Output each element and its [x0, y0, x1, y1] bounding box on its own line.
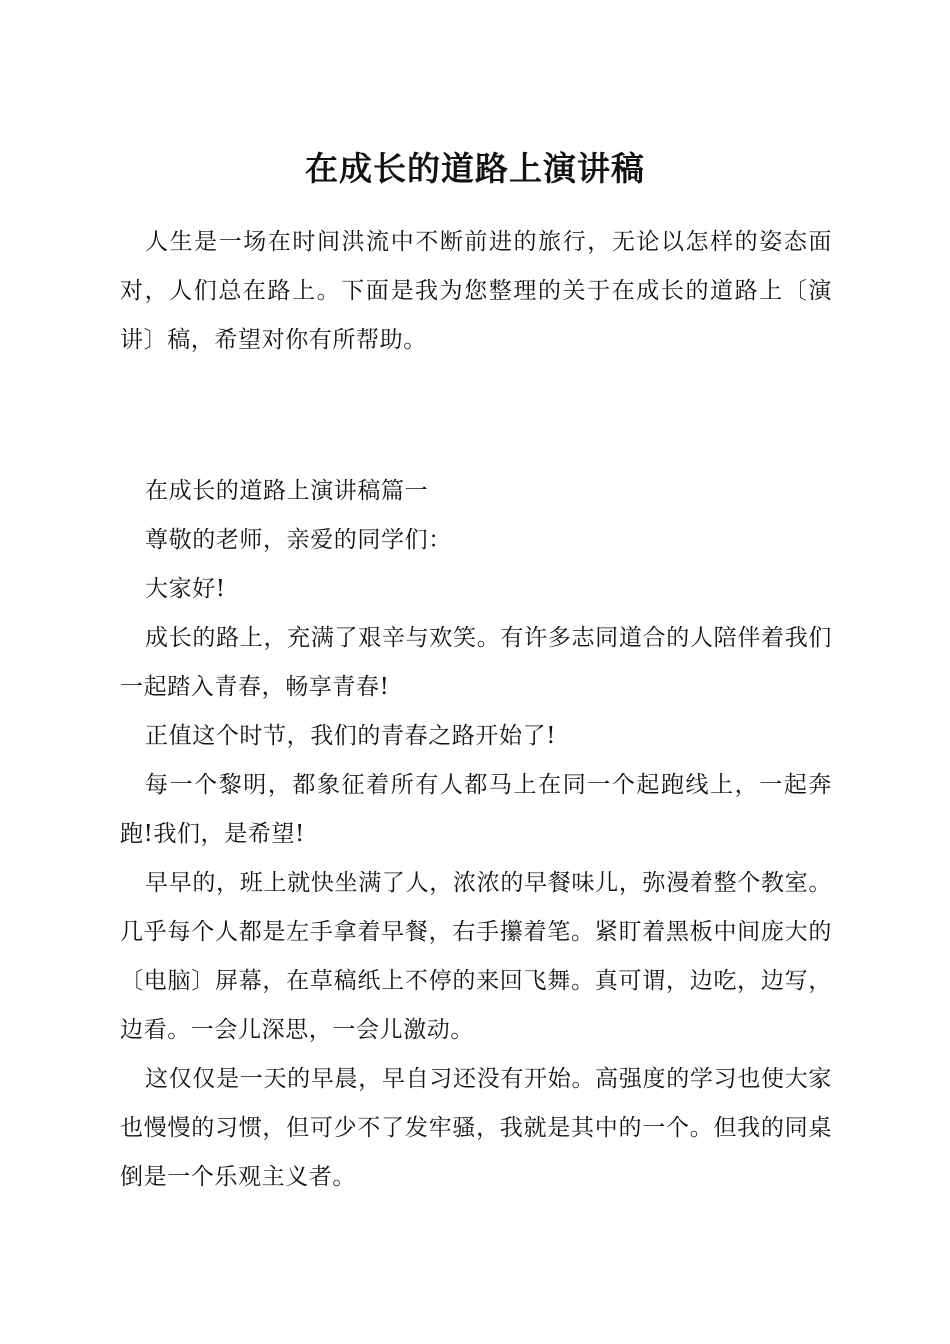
intro-paragraph: 人生是一场在时间洪流中不断前进的旅行，无论以怎样的姿态面对，人们总在路上。下面是我为您整理的关于在成长的道路上〔演讲〕稿，希望对你有所帮助。: [120, 229, 832, 353]
body-paragraph: 正值这个时节，我们的青春之路开始了!: [145, 723, 557, 749]
body-paragraph: 这仅仅是一天的早晨，早自习还没有开始。高强度的学习也使大家也慢慢的习惯，但可少不了发牢骚，我就是其中的一个。但我的同桌倒是一个乐观主义者。: [120, 1066, 832, 1190]
body-paragraph: 早早的，班上就快坐满了人，浓浓的早餐味儿，弥漫着整个教室。几乎每个人都是左手拿着早餐，右手攥着笔。紧盯着黑板中间庞大的〔电脑〕屏幕，在草稿纸上不停的来回飞舞。真可谓，边吃，边写，边看。一会儿深思，一会儿激动。: [120, 870, 832, 1043]
greeting: 大家好!: [145, 576, 226, 602]
salutation: 尊敬的老师，亲爱的同学们：: [145, 527, 452, 553]
document-title: 在成长的道路上演讲稿: [305, 149, 645, 188]
speech-body: [120, 467, 832, 1202]
body-paragraph: 每一个黎明，都象征着所有人都马上在同一个起跑线上，一起奔跑!我们，是希望!: [120, 772, 832, 847]
section-heading: 在成长的道路上演讲稿篇一: [145, 478, 429, 504]
body-paragraph: 成长的路上，充满了艰辛与欢笑。有许多志同道合的人陪伴着我们一起踏入青春，畅享青春!: [120, 625, 832, 700]
